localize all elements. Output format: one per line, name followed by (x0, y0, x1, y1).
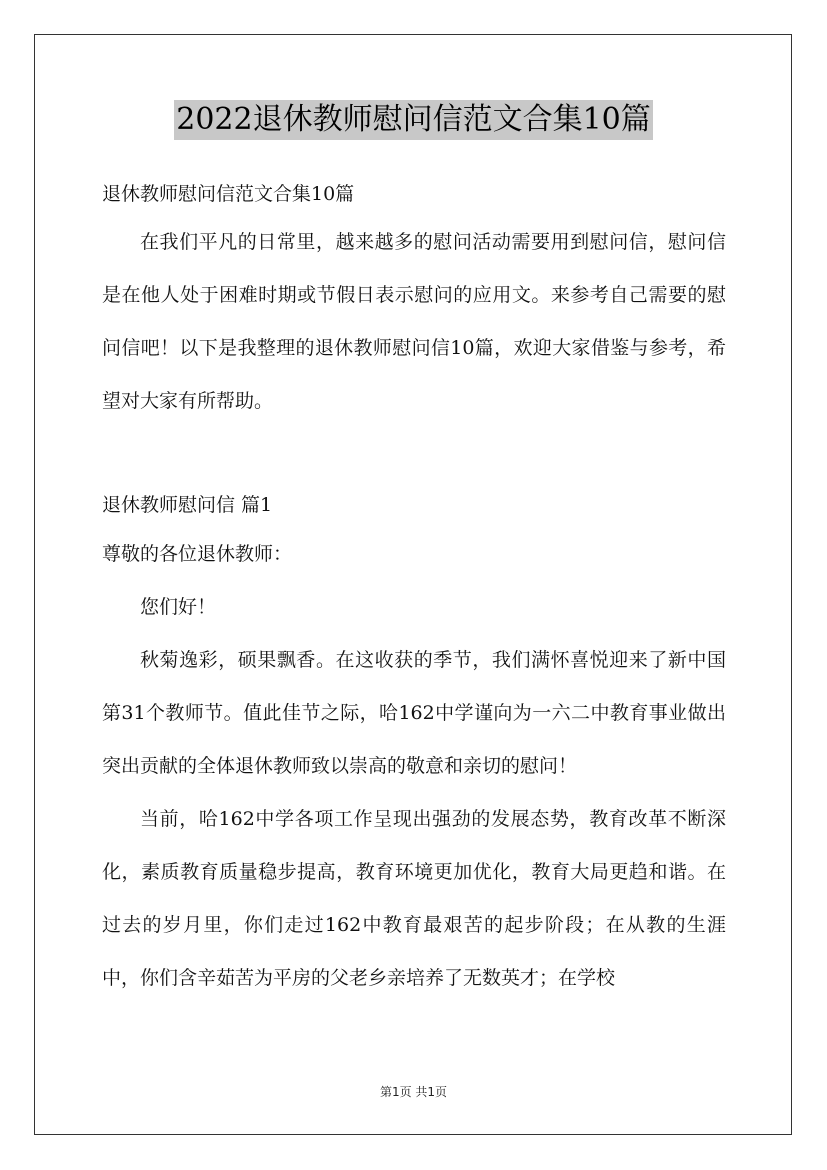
section-gap (102, 428, 726, 483)
paragraph-2: 当前，哈162中学各项工作呈现出强劲的发展态势，教育改革不断深化，素质教育质量稳步提高，教育环境更加优化，教育大局更趋和谐。在过去的岁月里，你们走过162中教育最艰苦的起步阶段；在从教的生涯中，你们含辛茹苦为平房的父老乡亲培养了无数英才；在学校 (102, 808, 726, 989)
page-footer: 第1页 共1页 (379, 1085, 448, 1099)
intro-paragraph: 在我们平凡的日常里，越来越多的慰问活动需要用到慰问信，慰问信是在他人处于困难时期或节假日表示慰问的应用文。来参考自己需要的慰问信吧！以下是我整理的退休教师慰问信10篇，欢迎大家借鉴与参考，希望对大家有所帮助。 (102, 231, 726, 412)
title-area (0, 100, 827, 140)
section-heading: 退休教师慰问信 篇1 (102, 494, 273, 516)
greeting: 您们好！ (140, 596, 217, 618)
subtitle: 退休教师慰问信范文合集10篇 (102, 183, 355, 205)
salutation: 尊敬的各位退休教师： (102, 543, 293, 565)
document-title: 2022退休教师慰问信范文合集10篇 (174, 100, 653, 140)
document-body (102, 172, 726, 1005)
paragraph-1: 秋菊逸彩，硕果飘香。在这收获的季节，我们满怀喜悦迎来了新中国第31个教师节。值此佳节之际，哈162中学谨向为一六二中教育事业做出突出贡献的全体退休教师致以崇高的敬意和亲切的慰问！ (102, 649, 726, 777)
